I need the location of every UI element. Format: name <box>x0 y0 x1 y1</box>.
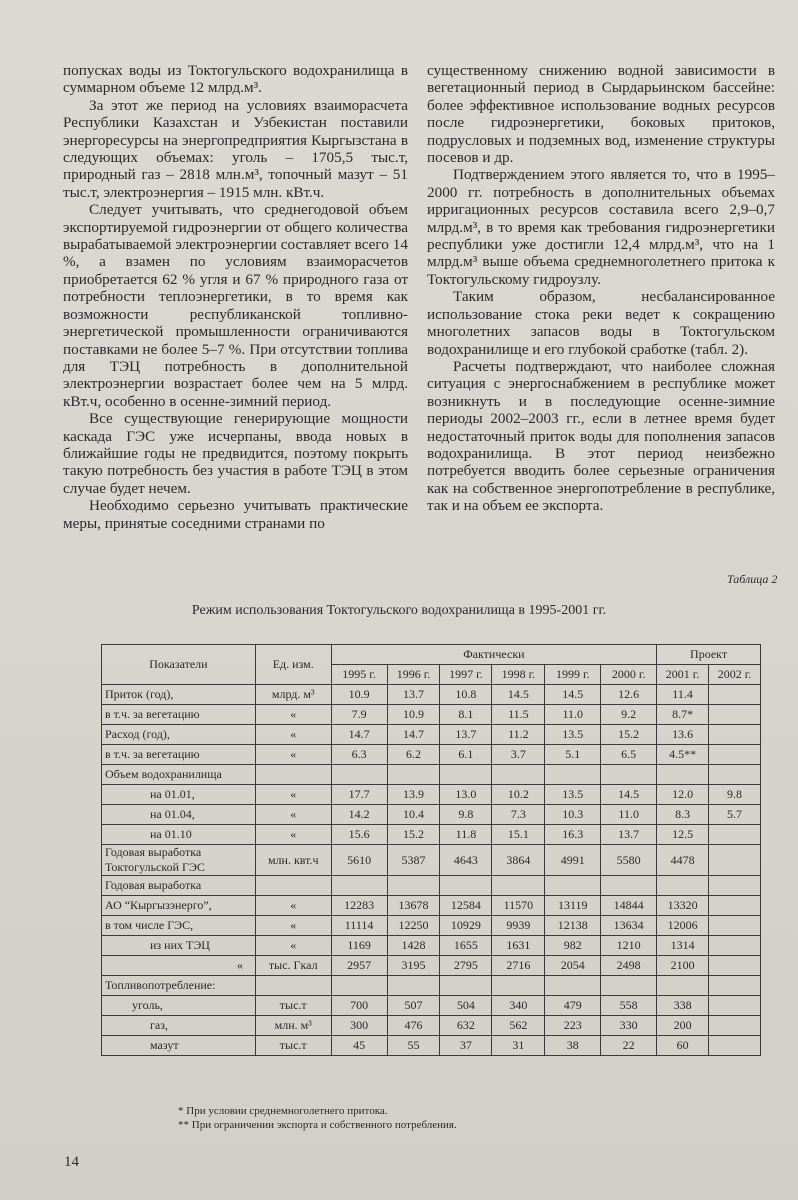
table-cell: 13.7 <box>387 685 440 705</box>
table-cell: 8.1 <box>440 705 492 725</box>
header-year: 2001 г. <box>657 665 709 685</box>
table-cell: 12.5 <box>657 825 709 845</box>
table-cell: 31 <box>492 1036 545 1056</box>
table-cell <box>709 956 761 976</box>
paragraph: Расчеты подтверждают, что наиболее сложная ситуация с энергоснабжением в республике может возникнуть и в последующие осенне-зимние периоды 2002–2003 гг., если в летнее время будет недостаточный приток воды для пополнения запасов водохранилища. В этот период неизбежно потребуется вводить более серьезные ограничения как на собственное энергопотребление в республике, так и на объем ее экспорта. <box>427 357 775 515</box>
table-cell: 5.7 <box>709 805 761 825</box>
table-row <box>102 1016 761 1036</box>
row-label-text: Расход (год), <box>105 727 170 741</box>
table-cell: 4.5** <box>657 745 709 765</box>
table-row <box>102 996 761 1016</box>
row-label <box>102 845 256 876</box>
table-cell: 14.7 <box>331 725 387 745</box>
table-cell: 12138 <box>545 916 601 936</box>
row-label-text: из них ТЭЦ <box>150 938 210 952</box>
table-cell <box>709 765 761 785</box>
row-label <box>102 805 256 825</box>
table-cell: 11.0 <box>601 805 657 825</box>
table-cell: 37 <box>440 1036 492 1056</box>
table-cell: 8.3 <box>657 805 709 825</box>
row-label-text: Объем водохранилища <box>105 767 222 781</box>
table-cell <box>657 765 709 785</box>
table-cell: 700 <box>331 996 387 1016</box>
table-cell: 10.2 <box>492 785 545 805</box>
row-label-text: Годовая выработка <box>105 878 202 892</box>
table-cell <box>657 876 709 896</box>
row-unit <box>255 976 331 996</box>
row-unit: « <box>255 896 331 916</box>
table-cell: 13.9 <box>387 785 440 805</box>
table-row <box>102 745 761 765</box>
row-unit: тыс. Гкал <box>255 956 331 976</box>
paragraph: попусках воды из Токтогульского водохранилища в суммарном объеме 12 млрд.м³. <box>63 62 408 97</box>
row-label <box>102 765 256 785</box>
table-row <box>102 785 761 805</box>
row-unit: млн. м³ <box>255 1016 331 1036</box>
table-cell: 338 <box>657 996 709 1016</box>
table-cell <box>601 765 657 785</box>
header-actual: Фактически <box>331 645 656 665</box>
table-cell: 2795 <box>440 956 492 976</box>
table-cell: 11114 <box>331 916 387 936</box>
row-label-text: Приток (год), <box>105 687 174 701</box>
table-cell: 45 <box>331 1036 387 1056</box>
row-label <box>102 896 256 916</box>
table-cell: 55 <box>387 1036 440 1056</box>
table-cell: 9.8 <box>709 785 761 805</box>
table-cell: 1655 <box>440 936 492 956</box>
table-cell: 2100 <box>657 956 709 976</box>
table-cell <box>709 996 761 1016</box>
row-unit: тыс.т <box>255 996 331 1016</box>
table-cell: 6.1 <box>440 745 492 765</box>
table-cell: 15.1 <box>492 825 545 845</box>
header-year: 2002 г. <box>709 665 761 685</box>
table-cell: 13.7 <box>601 825 657 845</box>
table-cell <box>709 1036 761 1056</box>
table-cell <box>709 845 761 876</box>
table-cell: 13.5 <box>545 725 601 745</box>
row-label <box>102 936 256 956</box>
table-cell: 1169 <box>331 936 387 956</box>
table-cell: 13.6 <box>657 725 709 745</box>
table-cell: 3.7 <box>492 745 545 765</box>
table-cell: 15.6 <box>331 825 387 845</box>
row-label <box>102 1016 256 1036</box>
row-label <box>102 825 256 845</box>
table-row <box>102 725 761 745</box>
row-unit: « <box>255 936 331 956</box>
row-label-text: на 01.01, <box>150 787 195 801</box>
header-unit: Ед. изм. <box>255 645 331 685</box>
table-cell: 9.2 <box>601 705 657 725</box>
table-cell <box>709 685 761 705</box>
table-row <box>102 765 761 785</box>
row-label-text: на 01.10 <box>150 827 192 841</box>
table-cell: 632 <box>440 1016 492 1036</box>
table-cell: 8.7* <box>657 705 709 725</box>
table-cell <box>492 765 545 785</box>
right-text-column <box>427 62 775 515</box>
table-cell: 12006 <box>657 916 709 936</box>
header-year: 1997 г. <box>440 665 492 685</box>
table-cell <box>709 825 761 845</box>
table-cell: 11.4 <box>657 685 709 705</box>
table-cell: 6.5 <box>601 745 657 765</box>
table-cell <box>545 876 601 896</box>
row-label-text: АО “Кыргызэнерго”, <box>105 898 212 912</box>
table-cell: 2498 <box>601 956 657 976</box>
row-unit: млрд. м³ <box>255 685 331 705</box>
paragraph: Подтверждением этого является то, что в 1995–2000 гг. потребность в дополнительных объемах ирригационных ресурсов составила всего 2,9–0,7 млрд.м³, в то время как требования гидроэнергетики республики уже достигли 12,4 млрд.м³, что на 1 млрд.м³ выше объема среднемноголетнего притока к Токтогульскому гидроузлу. <box>427 166 775 288</box>
table-cell: 11.8 <box>440 825 492 845</box>
table-cell: 6.3 <box>331 745 387 765</box>
table-cell: 13.5 <box>545 785 601 805</box>
table-cell: 10.9 <box>331 685 387 705</box>
header-year: 1995 г. <box>331 665 387 685</box>
table-cell <box>492 876 545 896</box>
table-cell <box>709 745 761 765</box>
table-cell: 13320 <box>657 896 709 916</box>
row-label-text: газ, <box>150 1018 168 1032</box>
row-unit <box>255 765 331 785</box>
row-label <box>102 976 256 996</box>
table-cell: 558 <box>601 996 657 1016</box>
table-cell: 38 <box>545 1036 601 1056</box>
table-cell: 10.4 <box>387 805 440 825</box>
row-label-text: уголь, <box>132 998 163 1012</box>
table-cell: 13634 <box>601 916 657 936</box>
table-cell <box>331 765 387 785</box>
table-row <box>102 896 761 916</box>
paragraph: Следует учитывать, что среднегодовой объем экспортируемой гидроэнергии от общего количества вырабатываемой электроэнергии составляет всего 14 %, а взамен по условиям взаиморасчетов приобретается 62 % угля и 67 % природного газа от потребности теплоэнергетики, в то время как возможности республиканской топливно-энергетической промышленности ограничиваются поставками не более 5–7 %. При отсутствии топлива для ТЭЦ потребность в дополнительной электроэнергии возрастает более чем на 5 млрд. кВт.ч, особенно в осенне-зимний период. <box>63 201 408 410</box>
table-cell: 982 <box>545 936 601 956</box>
table-cell <box>709 705 761 725</box>
table-cell: 330 <box>601 1016 657 1036</box>
table-cell: 9939 <box>492 916 545 936</box>
row-label <box>102 745 256 765</box>
row-label <box>102 956 256 976</box>
table-cell: 14.5 <box>492 685 545 705</box>
table-row <box>102 1036 761 1056</box>
page-number: 14 <box>64 1154 79 1170</box>
table-cell: 9.8 <box>440 805 492 825</box>
table-cell <box>440 765 492 785</box>
table-caption: Режим использования Токтогульского водохранилища в 1995-2001 гг. <box>191 603 607 618</box>
table-cell <box>387 976 440 996</box>
row-unit: « <box>255 725 331 745</box>
table-cell: 1631 <box>492 936 545 956</box>
table-cell: 11.5 <box>492 705 545 725</box>
table-cell: 300 <box>331 1016 387 1036</box>
table-cell <box>331 976 387 996</box>
table-cell: 5610 <box>331 845 387 876</box>
table-cell: 60 <box>657 1036 709 1056</box>
table-cell: 340 <box>492 996 545 1016</box>
table-cell: 12584 <box>440 896 492 916</box>
row-label-text: Топливопотребление: <box>105 978 216 992</box>
table-cell: 5387 <box>387 845 440 876</box>
table-cell: 2957 <box>331 956 387 976</box>
table-cell <box>492 976 545 996</box>
table-cell <box>657 976 709 996</box>
table-cell <box>601 876 657 896</box>
table-cell: 5580 <box>601 845 657 876</box>
row-label-text: в т.ч. за вегетацию <box>105 707 200 721</box>
table-cell: 14.5 <box>545 685 601 705</box>
header-project: Проект <box>657 645 761 665</box>
footnote: ** При ограничении экспорта и собственного потребления. <box>178 1119 457 1131</box>
row-label-text: мазут <box>150 1038 179 1052</box>
table-cell <box>387 765 440 785</box>
table-cell: 476 <box>387 1016 440 1036</box>
table-row <box>102 825 761 845</box>
table-row <box>102 705 761 725</box>
table-cell: 479 <box>545 996 601 1016</box>
row-unit <box>255 876 331 896</box>
table-cell: 10.8 <box>440 685 492 705</box>
reservoir-table <box>101 644 761 1056</box>
table-cell: 13.7 <box>440 725 492 745</box>
table-cell: 12283 <box>331 896 387 916</box>
table-cell: 14844 <box>601 896 657 916</box>
header-year: 1999 г. <box>545 665 601 685</box>
header-year: 1996 г. <box>387 665 440 685</box>
table-cell: 1314 <box>657 936 709 956</box>
table-cell <box>601 976 657 996</box>
row-unit: « <box>255 705 331 725</box>
footnotes <box>178 1104 457 1132</box>
paragraph: За этот же период на условиях взаиморасчета Республики Казахстан и Узбекистан поставили энергоресурсы на энергопредприятия Кыргызстана в следующих объемах: уголь – 1705,5 тыс.т, природный газ – 2818 млн.м³, топочный мазут – 51 тыс.т, электроэнергия – 1915 млн. кВт.ч. <box>63 96 408 201</box>
table-cell <box>709 896 761 916</box>
table-cell: 562 <box>492 1016 545 1036</box>
table-cell: 10.9 <box>387 705 440 725</box>
table-cell: 4478 <box>657 845 709 876</box>
table-label: Таблица 2 <box>727 572 778 586</box>
table-cell <box>709 1016 761 1036</box>
row-unit: « <box>255 805 331 825</box>
row-label <box>102 876 256 896</box>
table-cell: 22 <box>601 1036 657 1056</box>
table-cell: 17.7 <box>331 785 387 805</box>
row-label <box>102 916 256 936</box>
table-cell <box>709 876 761 896</box>
header-year: 2000 г. <box>601 665 657 685</box>
table-cell: 7.9 <box>331 705 387 725</box>
table-cell: 15.2 <box>601 725 657 745</box>
header-indicators: Показатели <box>102 645 256 685</box>
table-cell: 14.2 <box>331 805 387 825</box>
row-label <box>102 1036 256 1056</box>
table-cell: 13678 <box>387 896 440 916</box>
row-unit: « <box>255 785 331 805</box>
paragraph: Необходимо серьезно учитывать практические меры, принятые соседними странами по <box>63 497 408 532</box>
table-cell: 15.2 <box>387 825 440 845</box>
left-text-column <box>63 62 408 532</box>
table-row <box>102 685 761 705</box>
table-cell <box>440 876 492 896</box>
table-cell <box>387 876 440 896</box>
row-label-text: Годовая выработка <box>105 845 202 859</box>
row-label <box>102 785 256 805</box>
table-cell <box>709 916 761 936</box>
table-cell: 16.3 <box>545 825 601 845</box>
table-cell: 10.3 <box>545 805 601 825</box>
table-cell: 12.6 <box>601 685 657 705</box>
row-unit: млн. квт.ч <box>255 845 331 876</box>
table-cell: 1210 <box>601 936 657 956</box>
table-cell: 13119 <box>545 896 601 916</box>
table-cell: 6.2 <box>387 745 440 765</box>
table-cell: 507 <box>387 996 440 1016</box>
table-row <box>102 845 761 876</box>
table-cell: 4991 <box>545 845 601 876</box>
table-cell <box>709 725 761 745</box>
table-cell: 223 <box>545 1016 601 1036</box>
row-label <box>102 725 256 745</box>
row-label <box>102 996 256 1016</box>
table-cell: 3195 <box>387 956 440 976</box>
paragraph: существенному снижению водной зависимости в вегетационный период в Сырдарьинском бассейне: более эффективное использование водных ресурсов после гидроэнергетики, боковых притоков, подрусловых и подземных вод, изменение структуры посевов и др. <box>427 62 775 167</box>
table-cell: 2716 <box>492 956 545 976</box>
row-label-text: в т.ч. за вегетацию <box>105 747 200 761</box>
table-row <box>102 876 761 896</box>
row-label-text: « <box>236 958 243 972</box>
table-cell: 11.0 <box>545 705 601 725</box>
table-cell: 2054 <box>545 956 601 976</box>
row-unit: « <box>255 745 331 765</box>
table-row <box>102 936 761 956</box>
row-label <box>102 685 256 705</box>
table-cell: 4643 <box>440 845 492 876</box>
table-cell: 7.3 <box>492 805 545 825</box>
table-cell <box>545 765 601 785</box>
table-cell: 11.2 <box>492 725 545 745</box>
table-cell: 11570 <box>492 896 545 916</box>
table-cell <box>331 876 387 896</box>
row-label-text: Токтогульской ГЭС <box>105 860 205 874</box>
table-cell <box>440 976 492 996</box>
table-row <box>102 976 761 996</box>
table-cell: 1428 <box>387 936 440 956</box>
table-cell: 12.0 <box>657 785 709 805</box>
row-unit: « <box>255 916 331 936</box>
table-cell <box>545 976 601 996</box>
table-row <box>102 805 761 825</box>
paragraph: Таким образом, несбалансированное использование стока реки ведет к сокращению многолетних запасов воды в Токтогульском водохранилище и его глубокой сработке (табл. 2). <box>427 288 775 358</box>
footnote: * При условии среднемноголетнего притока. <box>178 1105 388 1117</box>
table-row <box>102 956 761 976</box>
row-unit: тыс.т <box>255 1036 331 1056</box>
table-cell: 5.1 <box>545 745 601 765</box>
paragraph: Все существующие генерирующие мощности каскада ГЭС уже исчерпаны, ввода новых в ближайшие годы не предвидится, поэтому покрыть такую потребность без участия в работе ТЭЦ в этом случае будет нечем. <box>63 410 408 497</box>
row-label-text: в том числе ГЭС, <box>105 918 194 932</box>
table-row <box>102 916 761 936</box>
table-cell <box>709 976 761 996</box>
table-cell: 14.5 <box>601 785 657 805</box>
table-cell <box>709 936 761 956</box>
table-cell: 14.7 <box>387 725 440 745</box>
header-year: 1998 г. <box>492 665 545 685</box>
row-label-text: на 01.04, <box>150 807 195 821</box>
table-cell: 504 <box>440 996 492 1016</box>
table-cell: 13.0 <box>440 785 492 805</box>
table-cell: 12250 <box>387 916 440 936</box>
table-cell: 200 <box>657 1016 709 1036</box>
table-body <box>102 685 761 1056</box>
row-label <box>102 705 256 725</box>
table-cell: 3864 <box>492 845 545 876</box>
row-unit: « <box>255 825 331 845</box>
table-cell: 10929 <box>440 916 492 936</box>
